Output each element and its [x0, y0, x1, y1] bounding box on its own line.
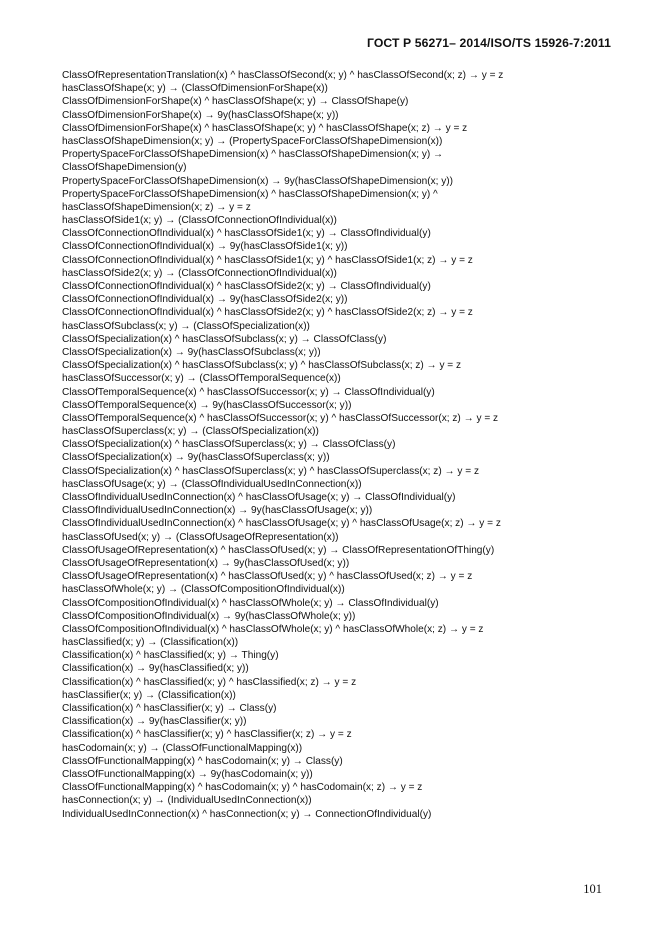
formula-line: PropertySpaceForClassOfShapeDimension(x) ^ hasClassOfShapeDimension(x; y) →	[62, 149, 444, 161]
formula-line: hasClassOfSide1(x; y) → (ClassOfConnectionOfIndividual(x))	[62, 215, 337, 227]
formula-line: ClassOfCompositionOfIndividual(x) → 9y(hasClassOfWhole(x; y))	[62, 610, 356, 622]
formula-line: ClassOfConnectionOfIndividual(x) → 9y(hasClassOfSide1(x; y))	[62, 241, 348, 253]
formula-line: hasClassOfUsed(x; y) → (ClassOfUsageOfRepresentation(x))	[62, 531, 339, 543]
formula-line: hasClassOfUsage(x; y) → (ClassOfIndividualUsedInConnection(x))	[62, 478, 362, 490]
formula-line: hasCodomain(x; y) → (ClassOfFunctionalMapping(x))	[62, 742, 303, 754]
formula-line: hasClassOfSuperclass(x; y) → (ClassOfSpecialization(x))	[62, 426, 319, 438]
formula-line: hasConnection(x; y) → (IndividualUsedInConnection(x))	[62, 795, 312, 807]
formula-line: ClassOfIndividualUsedInConnection(x) ^ hasClassOfUsage(x; y) → ClassOfIndividual(y)	[62, 492, 456, 503]
formula-line: ClassOfTemporalSequence(x) ^ hasClassOfSuccessor(x; y) ^ hasClassOfSuccessor(x; z) → y = z	[62, 412, 499, 424]
formula-line: hasClassified(x; y) → (Classification(x))	[62, 637, 239, 649]
formula-line: ClassOfConnectionOfIndividual(x) ^ hasClassOfSide2(x; y) → ClassOfIndividual(y)	[62, 281, 431, 292]
formula-line: ClassOfDimensionForShape(x) ^ hasClassOfShape(x; y) → ClassOfShape(y)	[62, 96, 409, 108]
formula-line: hasClassOfSubclass(x; y) → (ClassOfSpecialization(x))	[62, 320, 310, 332]
formula-line: ClassOfSpecialization(x) → 9y(hasClassOfSuperclass(x; y))	[62, 452, 330, 464]
formula-line: ClassOfUsageOfRepresentation(x) ^ hasClassOfUsed(x; y) → ClassOfRepresentationOfThing(y)	[62, 544, 495, 556]
formula-line: ClassOfFunctionalMapping(x) ^ hasCodomain(x; y) ^ hasCodomain(x; z) → y = z	[62, 782, 423, 794]
formula-line: Classification(x) ^ hasClassifier(x; y) → Class(y)	[62, 703, 277, 714]
standard-header: ГОСТ Р 56271– 2014/ISO/TS 15926-7:2011	[367, 36, 611, 50]
formula-line: ClassOfCompositionOfIndividual(x) ^ hasClassOfWhole(x; y) ^ hasClassOfWhole(x; z) → y = z	[62, 623, 484, 635]
formula-line: Classification(x) ^ hasClassified(x; y) → Thing(y)	[62, 650, 279, 662]
formula-line: ClassOfSpecialization(x) ^ hasClassOfSubclass(x; y) ^ hasClassOfSubclass(x; z) → y = z	[62, 360, 462, 372]
formula-line: ClassOfDimensionForShape(x) → 9y(hasClassOfShape(x; y))	[62, 109, 339, 121]
formula-line: ClassOfSpecialization(x) ^ hasClassOfSuperclass(x; y) → ClassOfClass(y)	[62, 439, 396, 451]
formula-line: PropertySpaceForClassOfShapeDimension(x) ^ hasClassOfShapeDimension(x; y) ^	[62, 188, 438, 200]
formula-line: ClassOfCompositionOfIndividual(x) ^ hasClassOfWhole(x; y) → ClassOfIndividual(y)	[62, 597, 439, 609]
formula-line: ClassOfConnectionOfIndividual(x) → 9y(hasClassOfSide2(x; y))	[62, 294, 348, 306]
formula-line: ClassOfFunctionalMapping(x) ^ hasCodomain(x; y) → Class(y)	[62, 755, 343, 767]
formula-line: hasClassOfSide2(x; y) → (ClassOfConnectionOfIndividual(x))	[62, 267, 337, 279]
formula-line: ClassOfConnectionOfIndividual(x) ^ hasClassOfSide1(x; y) → ClassOfIndividual(y)	[62, 228, 431, 240]
formula-line: ClassOfSpecialization(x) ^ hasClassOfSuperclass(x; y) ^ hasClassOfSuperclass(x; z) → y = z	[62, 465, 479, 477]
formula-line: IndividualUsedInConnection(x) ^ hasConnection(x; y) → ConnectionOfIndividual(y)	[62, 808, 432, 820]
formula-line: ClassOfRepresentationTranslation(x) ^ hasClassOfSecond(x; y) ^ hasClassOfSecond(x; z) → y = z	[62, 70, 504, 81]
formula-line: ClassOfTemporalSequence(x) → 9y(hasClassOfSuccessor(x; y))	[62, 399, 352, 411]
formula-line: ClassOfUsageOfRepresentation(x) → 9y(hasClassOfUsed(x; y))	[62, 557, 350, 569]
formula-line: hasClassOfWhole(x; y) → (ClassOfCompositionOfIndividual(x))	[62, 584, 345, 596]
formula-line: ClassOfTemporalSequence(x) ^ hasClassOfSuccessor(x; y) → ClassOfIndividual(y)	[62, 386, 435, 398]
formula-list	[62, 69, 622, 821]
formula-line: hasClassOfShapeDimension(x; y) → (PropertySpaceForClassOfShapeDimension(x))	[62, 135, 443, 147]
formula-line: ClassOfShapeDimension(y)	[62, 162, 187, 174]
formula-line: Classification(x) → 9y(hasClassified(x; y))	[62, 663, 249, 675]
formula-line: Classification(x) → 9y(hasClassifier(x; y))	[62, 716, 247, 728]
formula-line: ClassOfFunctionalMapping(x) → 9y(hasCodomain(x; y))	[62, 768, 313, 780]
formula-line: ClassOfSpecialization(x) ^ hasClassOfSubclass(x; y) → ClassOfClass(y)	[62, 333, 387, 345]
formula-line: PropertySpaceForClassOfShapeDimension(x) → 9y(hasClassOfShapeDimension(x; y))	[62, 175, 453, 187]
formula-line: ClassOfIndividualUsedInConnection(x) ^ hasClassOfUsage(x; y) ^ hasClassOfUsage(x; z) → y = z	[62, 518, 501, 530]
formula-line: ClassOfConnectionOfIndividual(x) ^ hasClassOfSide2(x; y) ^ hasClassOfSide2(x; z) → y = z	[62, 307, 473, 319]
formula-line: hasClassOfShape(x; y) → (ClassOfDimensionForShape(x))	[62, 83, 328, 95]
formula-line: ClassOfConnectionOfIndividual(x) ^ hasClassOfSide1(x; y) ^ hasClassOfSide1(x; z) → y = z	[62, 254, 473, 266]
formula-line: ClassOfSpecialization(x) → 9y(hasClassOfSubclass(x; y))	[62, 346, 321, 358]
formula-line: ClassOfUsageOfRepresentation(x) ^ hasClassOfUsed(x; y) ^ hasClassOfUsed(x; z) → y = z	[62, 571, 473, 583]
formula-line: Classification(x) ^ hasClassified(x; y) ^ hasClassified(x; z) → y = z	[62, 676, 357, 688]
formula-line: ClassOfDimensionForShape(x) ^ hasClassOfShape(x; y) ^ hasClassOfShape(x; z) → y = z	[62, 122, 468, 134]
formula-line: hasClassOfSuccessor(x; y) → (ClassOfTemporalSequence(x))	[62, 373, 341, 385]
formula-line: ClassOfIndividualUsedInConnection(x) → 9y(hasClassOfUsage(x; y))	[62, 505, 373, 517]
formula-line: Classification(x) ^ hasClassifier(x; y) ^ hasClassifier(x; z) → y = z	[62, 729, 352, 741]
page-number: 101	[583, 882, 602, 896]
formula-line: hasClassifier(x; y) → (Classification(x))	[62, 689, 236, 701]
formula-line: hasClassOfShapeDimension(x; z) → y = z	[62, 201, 251, 213]
